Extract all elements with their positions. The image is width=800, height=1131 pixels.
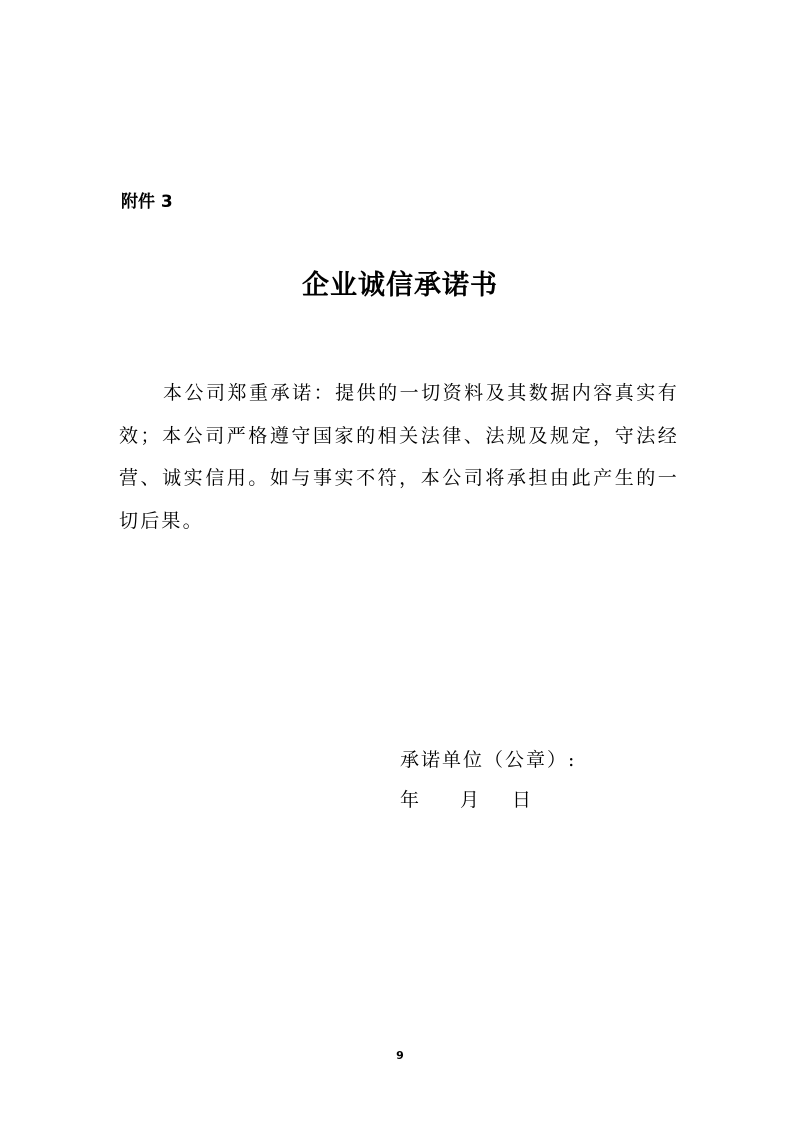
date-day-label: 日 — [512, 789, 534, 811]
date-month-label: 月 — [460, 789, 482, 811]
signature-date — [400, 780, 576, 820]
document-title: 企业诚信承诺书 — [302, 270, 498, 301]
attachment-label: 附件 3 — [121, 192, 173, 212]
page-number: 9 — [396, 1049, 404, 1062]
signing-unit-label: 承诺单位（公章）: — [400, 749, 577, 771]
date-year-label: 年 — [400, 789, 422, 811]
signature-block — [400, 740, 576, 820]
commitment-paragraph: 本公司郑重承诺：提供的一切资料及其数据内容真实有效；本公司严格遵守国家的相关法律、法规及规定，守法经营、诚实信用。如与事实不符，本公司将承担由此产生的一切后果。 — [119, 382, 679, 532]
